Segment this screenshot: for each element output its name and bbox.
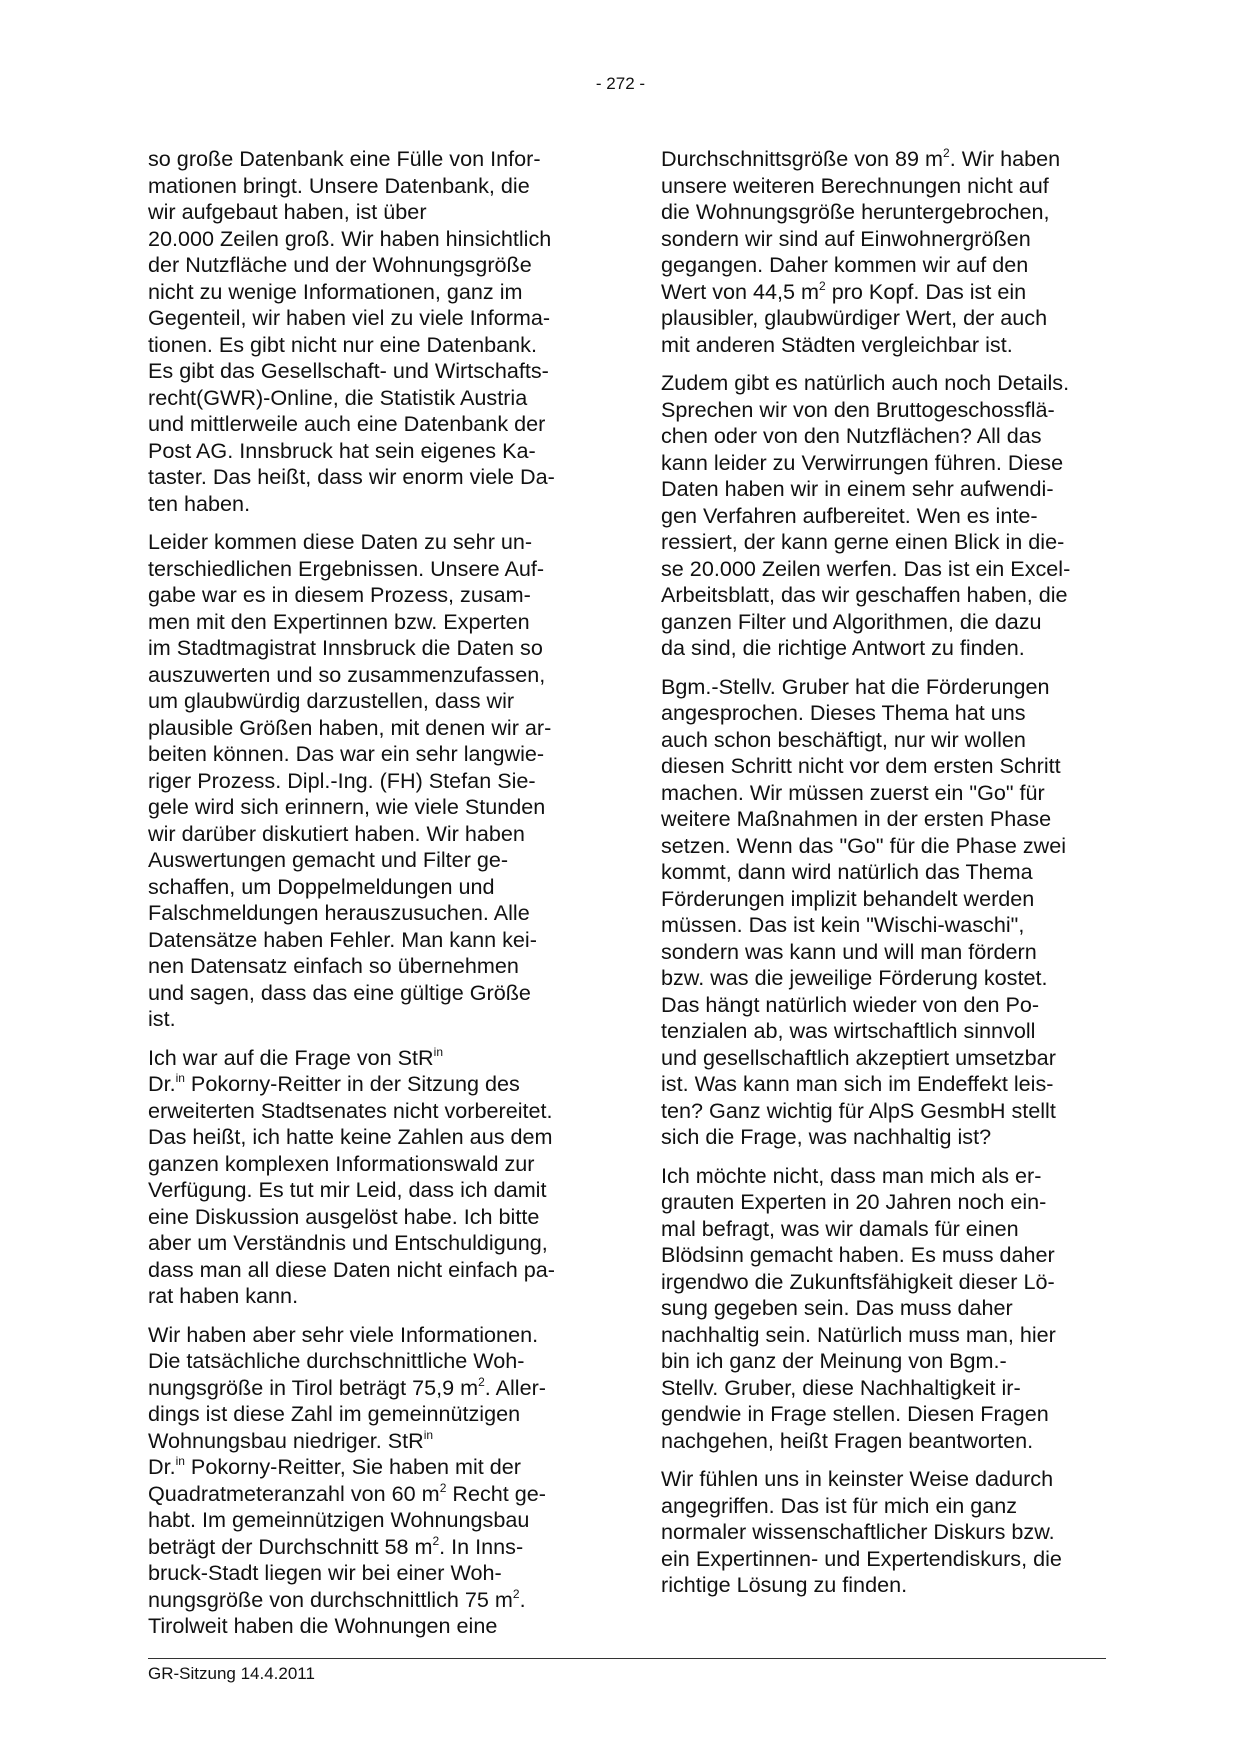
text-line [661,503,1109,530]
text-segment: beträgt der Durchschnitt 58 m [148,1533,433,1559]
text-segment: eine Diskussion ausgelöst habe. Ich bitte [148,1203,540,1229]
text-segment: Blödsinn gemacht haben. Es muss daher [661,1242,1055,1267]
text-segment: sondern wir sind auf Einwohnergrößen [661,225,1031,251]
text-line [148,491,596,518]
text-line [148,464,596,491]
text-segment: Pokorny-Reitter, Sie haben mit der [184,1454,522,1479]
text-line [148,385,596,412]
text-segment: der Nutzfläche und der Wohnungsgröße [148,252,532,277]
text-segment: nen Datensatz einfach so übernehmen [148,953,519,978]
text-line [661,252,1109,279]
text-line [661,1018,1109,1045]
text-segment: Quadratmeteranzahl von 60 m [148,1480,440,1506]
text-segment: auszuwerten und so zusammenzufassen, [148,661,546,687]
text-segment: ist. [148,1006,176,1031]
text-segment: pro Kopf. Das ist ein [825,278,1027,304]
text-line [661,965,1109,992]
text-segment: schaffen, um Doppelmeldungen und [148,873,495,899]
paragraph [661,674,1109,1151]
text-segment: . In Inns- [439,1533,524,1559]
text-line [148,173,596,200]
text-segment: Wir fühlen uns in keinster Weise dadurch [661,1466,1054,1491]
text-line [148,794,596,821]
text-line [661,582,1109,609]
text-line [661,833,1109,860]
text-line [661,912,1109,939]
text-line [661,423,1109,450]
text-segment: Wert von 44,5 m [661,278,820,304]
text-line [661,700,1109,727]
text-segment: grauten Experten in 20 Jahren noch ein- [661,1189,1047,1214]
text-line [661,1493,1109,1520]
text-segment: tenzialen ab, was wirtschaftlich sinnvoll [661,1018,1036,1043]
page-number: - 272 - [595,74,646,93]
text-line [661,305,1109,332]
text-segment: Zudem gibt es natürlich auch noch Details. [661,370,1070,395]
text-segment: dass man all diese Daten nicht einfach pa- [148,1256,555,1282]
text-segment: nachhaltig sein. Natürlich muss man, hier [661,1321,1056,1347]
text-segment: nachgehen, heißt Fragen beantworten. [661,1427,1034,1453]
text-segment: Tirolweit haben die Wohnungen eine [148,1613,498,1638]
text-segment: gele wird sich erinnern, wie viele Stunden [148,794,546,819]
text-segment: Recht ge- [446,1480,546,1506]
text-segment: Datensätze haben Fehler. Man kann kei- [148,926,537,952]
text-segment: dings ist diese Zahl im gemeinnützigen [148,1401,521,1426]
text-line [148,1322,596,1349]
text-line [148,279,596,306]
text-segment: Post AG. Innsbruck hat sein eigenes Ka- [148,437,536,463]
text-segment: diesen Schritt nicht vor dem ersten Schritt [661,753,1061,778]
paragraph [148,146,596,517]
text-segment: kann leider zu Verwirrungen führen. Diese [661,449,1064,475]
text-line [661,1401,1109,1428]
text-segment: wir darüber diskutiert haben. Wir haben [148,820,525,846]
text-line [148,874,596,901]
text-segment: normaler wissenschaftlicher Diskurs bzw. [661,1519,1055,1544]
text-line [148,1348,596,1375]
text-line [661,1375,1109,1402]
text-segment: Dr. [148,1454,176,1479]
paragraph-gap [148,1310,596,1322]
text-segment: sich die Frage, was nachhaltig ist? [661,1124,992,1149]
text-line [148,1534,596,1561]
text-line [661,1216,1109,1243]
text-line [661,1572,1109,1599]
text-line [148,688,596,715]
text-line [661,635,1109,662]
superscript: in [175,1071,185,1085]
text-segment: ganzen Filter und Algorithmen, die dazu [661,608,1042,634]
text-segment: gendwie in Frage stellen. Diesen Fragen [661,1401,1049,1426]
text-line [661,1295,1109,1322]
text-line [661,1071,1109,1098]
text-line [148,1151,596,1178]
text-line [148,1045,596,1072]
text-line [661,146,1109,173]
text-line [661,450,1109,477]
text-segment: bzw. was die jeweilige Förderung kostet. [661,965,1048,990]
text-line [148,529,596,556]
text-segment: ten haben. [148,490,251,516]
text-segment: Pokorny-Reitter in der Sitzung des [184,1071,520,1096]
text-line [148,900,596,927]
text-line [148,1454,596,1481]
text-line [148,438,596,465]
text-line [148,821,596,848]
text-column-left [148,146,596,1640]
text-segment: auch schon beschäftigt, nur wir wollen [661,726,1026,752]
text-segment: wir aufgebaut haben, ist über [148,199,427,224]
text-segment: müssen. Das ist kein "Wischi-waschi", [661,912,1025,937]
text-line [148,980,596,1007]
text-segment: . Wir haben [949,146,1061,171]
text-line [661,1348,1109,1375]
paragraph [148,529,596,1033]
text-segment: Ich war auf die Frage von StR [148,1044,434,1070]
text-segment: und gesellschaftlich akzeptiert umsetzbar [661,1044,1056,1070]
text-segment: Das hängt natürlich wieder von den Po- [661,991,1040,1017]
text-segment: Verfügung. Es tut mir Leid, dass ich damit [148,1177,547,1202]
paragraph [148,1045,596,1310]
text-line [148,953,596,980]
text-segment: angegriffen. Das ist für mich ein ganz [661,1492,1018,1518]
paragraph-gap [661,662,1109,674]
text-segment: Wohnungsbau niedriger. StR [148,1427,424,1453]
footer-session-label: GR-Sitzung 14.4.2011 [148,1664,315,1683]
text-segment: setzen. Wenn das "Go" für die Phase zwei [661,832,1067,858]
text-line [148,1587,596,1614]
paragraph-gap [661,1151,1109,1163]
text-line [148,1071,596,1098]
text-segment: Dr. [148,1071,176,1096]
text-line [661,529,1109,556]
text-segment: ist. Was kann man sich im Endeffekt leis- [661,1071,1054,1096]
text-line [661,1242,1109,1269]
text-segment: tionen. Es gibt nicht nur eine Datenbank. [148,331,537,357]
text-segment: Das heißt, ich hatte keine Zahlen aus dem [148,1124,553,1149]
text-segment: men mit den Expertinnen bzw. Experten [148,608,530,634]
superscript: 2 [819,278,826,293]
text-line [661,1546,1109,1573]
text-segment: beiten können. Das war ein sehr langwie- [148,741,545,766]
text-line [661,1189,1109,1216]
text-segment: angesprochen. Dieses Thema hat uns [661,700,1026,725]
text-segment: richtige Lösung zu finden. [661,1572,908,1597]
text-line [661,609,1109,636]
text-line [661,173,1109,200]
text-segment: plausibler, glaubwürdiger Wert, der auch [661,305,1048,330]
text-segment: Falschmeldungen herauszusuchen. Alle [148,900,530,925]
text-line [661,1163,1109,1190]
text-line [661,939,1109,966]
text-segment: Stellv. Gruber, diese Nachhaltigkeit ir- [661,1374,1021,1400]
paragraph [661,370,1109,662]
text-line [148,1428,596,1455]
superscript: 2 [512,1586,520,1601]
text-segment: gabe war es in diesem Prozess, zusam- [148,582,531,607]
text-segment: nicht zu wenige Informationen, ganz im [148,278,523,304]
text-segment: aber um Verständnis und Entschuldigung, [148,1230,548,1255]
text-column-right [661,146,1109,1599]
text-line [661,1428,1109,1455]
text-segment: habt. Im gemeinnützigen Wohnungsbau [148,1507,530,1532]
text-segment: da sind, die richtige Antwort zu finden. [661,635,1025,660]
text-line [148,305,596,332]
text-line [148,1204,596,1231]
text-line [661,727,1109,754]
text-segment: Ich möchte nicht, dass man mich als er- [661,1162,1042,1188]
text-segment: ten? Ganz wichtig für AlpS GesmbH stellt [661,1097,1056,1123]
text-segment: mal befragt, was wir damals für einen [661,1215,1019,1241]
paragraph [661,1163,1109,1455]
text-segment: Daten haben wir in einem sehr aufwendi- [661,476,1054,501]
text-line [148,1560,596,1587]
text-line [661,1519,1109,1546]
text-line [148,1375,596,1402]
text-line [661,226,1109,253]
text-segment: gegangen. Daher kommen wir auf den [661,252,1029,277]
paragraph [148,1322,596,1640]
text-line [148,847,596,874]
text-line [661,674,1109,701]
paragraph [661,1466,1109,1599]
text-line [661,397,1109,424]
text-line [148,332,596,359]
text-line [148,582,596,609]
text-segment: im Stadtmagistrat Innsbruck die Daten so [148,635,543,660]
text-line [661,806,1109,833]
text-line [148,1124,596,1151]
text-line [661,1098,1109,1125]
superscript: 2 [943,146,950,160]
text-line [148,1613,596,1640]
text-line [148,556,596,583]
footer-divider [148,1658,1106,1659]
text-segment: Wir haben aber sehr viele Informationen. [148,1321,539,1347]
text-line [661,370,1109,397]
text-segment: kommt, dann wird natürlich das Thema [661,859,1033,884]
superscript: 2 [432,1533,440,1548]
text-segment: riger Prozess. Dipl.-Ing. (FH) Stefan Sie- [148,767,536,793]
text-segment: irgendwo die Zukunftsfähigkeit dieser Lö- [661,1268,1055,1294]
text-segment: . [519,1586,526,1612]
text-segment: Auswertungen gemacht und Filter ge- [148,847,509,872]
text-line [148,252,596,279]
text-segment: Leider kommen diese Daten zu sehr un- [148,529,533,554]
text-segment: Sprechen wir von den Bruttogeschossflä- [661,396,1055,422]
text-line [661,279,1109,306]
superscript: in [423,1427,434,1442]
text-line [661,476,1109,503]
text-line [148,226,596,253]
text-segment: chen oder von den Nutzflächen? All das [661,423,1042,448]
text-line [148,662,596,689]
text-segment: . Aller- [484,1374,546,1400]
paragraph-gap [661,1454,1109,1466]
text-line [148,1507,596,1534]
text-segment: nungsgröße in Tirol beträgt 75,9 m [148,1374,479,1400]
text-line [148,1006,596,1033]
text-line [661,1124,1109,1151]
text-line [148,1481,596,1508]
text-segment: unsere weiteren Berechnungen nicht auf [661,172,1049,198]
text-line [661,1322,1109,1349]
text-line [661,859,1109,886]
text-line [661,780,1109,807]
text-segment: nungsgröße von durchschnittlich 75 m [148,1586,513,1612]
text-segment: so große Datenbank eine Fülle von Infor- [148,146,541,171]
text-segment: ressiert, der kann gerne einen Blick in die- [661,529,1065,554]
text-segment: Durchschnittsgröße von 89 m [661,146,944,171]
text-segment: bruck-Stadt liegen wir bei einer Woh- [148,1560,502,1585]
text-line [148,199,596,226]
text-line [148,358,596,385]
text-segment: sung gegeben sein. Das muss daher [661,1295,1013,1320]
text-line [148,715,596,742]
text-line [661,753,1109,780]
text-line [148,609,596,636]
text-segment: taster. Das heißt, dass wir enorm viele Da- [148,464,555,489]
paragraph-gap [148,517,596,529]
text-segment: Gegenteil, wir haben viel zu viele Informa- [148,305,551,330]
text-segment: Es gibt das Gesellschaft- und Wirtschafts- [148,358,549,383]
text-line [148,1257,596,1284]
text-segment: Förderungen implizit behandelt werden [661,885,1035,911]
text-line [661,992,1109,1019]
text-segment: weitere Maßnahmen in der ersten Phase [661,806,1052,831]
text-segment: bin ich ganz der Meinung von Bgm.- [661,1348,1007,1373]
text-line [148,635,596,662]
text-line [661,1269,1109,1296]
text-line [148,146,596,173]
text-line [661,1466,1109,1493]
text-line [148,927,596,954]
superscript: 2 [478,1374,485,1389]
superscript: in [433,1044,443,1059]
text-segment: gen Verfahren aufbereitet. Wen es inte- [661,502,1038,528]
text-line [661,199,1109,226]
text-segment: die Wohnungsgröße heruntergebrochen, [661,199,1050,224]
text-segment: terschiedlichen Ergebnissen. Unsere Auf- [148,555,545,581]
text-segment: mationen bringt. Unsere Datenbank, die [148,172,530,198]
superscript: in [175,1454,185,1468]
text-line [148,1401,596,1428]
paragraph [661,146,1109,358]
text-line [661,332,1109,359]
superscript: 2 [439,1480,447,1495]
text-line [661,1045,1109,1072]
text-segment: und sagen, dass das eine gültige Größe [148,979,531,1005]
text-line [148,1283,596,1310]
text-segment: mit anderen Städten vergleichbar ist. [661,331,1013,357]
text-segment: plausible Größen haben, mit denen wir ar- [148,714,552,740]
text-segment: rat haben kann. [148,1283,299,1308]
text-line [661,556,1109,583]
text-line [148,1177,596,1204]
text-line [148,1098,596,1125]
text-segment: und mittlerweile auch eine Datenbank der [148,411,546,436]
text-line [148,768,596,795]
text-line [148,741,596,768]
paragraph-gap [148,1033,596,1045]
text-segment: ganzen komplexen Informationswald zur [148,1150,535,1176]
text-segment: 20.000 Zeilen groß. Wir haben hinsichtlich [148,225,552,251]
text-segment: machen. Wir müssen zuerst ein "Go" für [661,779,1045,805]
text-segment: recht(GWR)-Online, die Statistik Austria [148,384,528,410]
text-segment: Arbeitsblatt, das wir geschaffen haben, die [661,582,1068,607]
paragraph-gap [661,358,1109,370]
text-segment: um glaubwürdig darzustellen, dass wir [148,688,515,713]
text-segment: erweiterten Stadtsenates nicht vorbereitet. [148,1097,553,1123]
text-line [148,411,596,438]
text-segment: sondern was kann und will man fördern [661,938,1037,964]
text-line [148,1230,596,1257]
text-line [661,886,1109,913]
text-segment: ein Expertinnen- und Expertendiskurs, die [661,1545,1062,1571]
text-segment: Die tatsächliche durchschnittliche Woh- [148,1348,525,1373]
text-segment: Bgm.-Stellv. Gruber hat die Förderungen [661,673,1050,699]
text-segment: se 20.000 Zeilen werfen. Das ist ein Excel- [661,555,1071,581]
